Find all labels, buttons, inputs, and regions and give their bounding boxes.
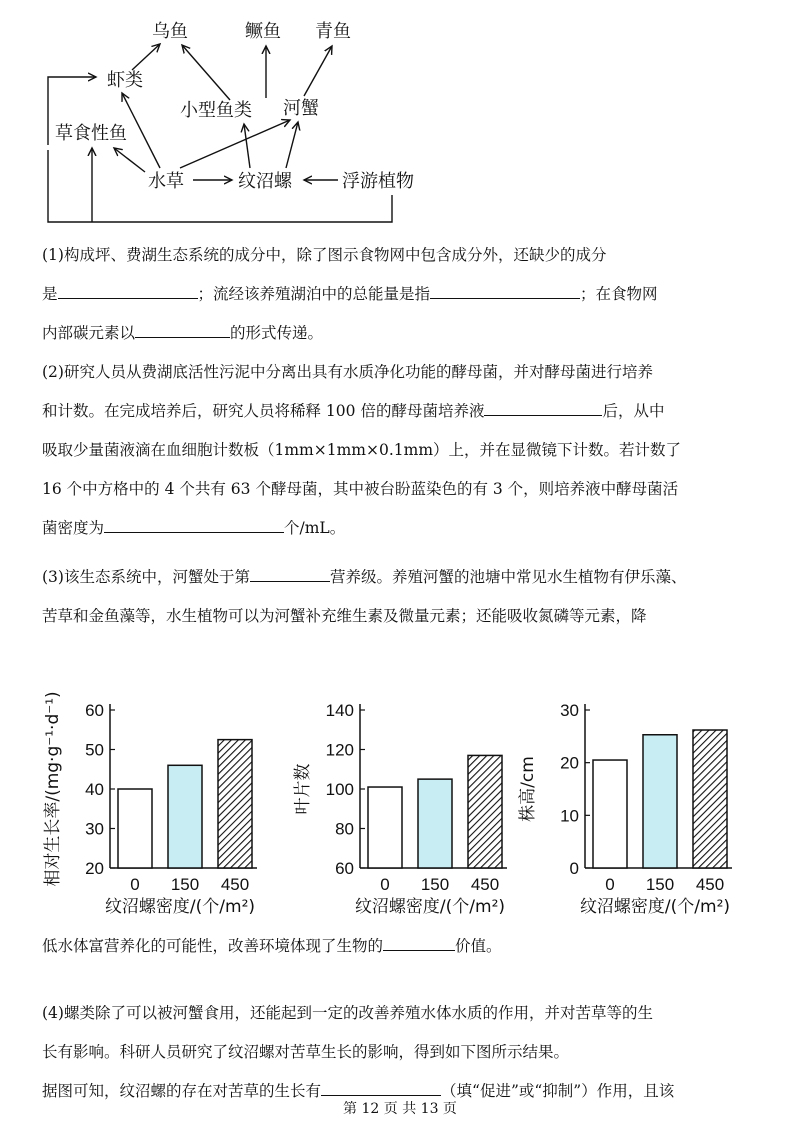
- node-qingyu: 青鱼: [315, 21, 351, 42]
- q3-line2: 苦草和金鱼藻等，水生植物可以为河蟹补充维生素及微量元素；还能吸收氮磷等元素，降: [42, 607, 647, 625]
- q2-line5b: 个/mL。: [284, 519, 346, 537]
- bar-450: [693, 730, 727, 868]
- node-xiaoxing: 小型鱼类: [180, 100, 252, 121]
- answer-blank-4[interactable]: [484, 397, 602, 416]
- y-tick-label: 80: [335, 819, 354, 839]
- y-tick-label: 120: [325, 740, 354, 760]
- y-tick-label: 40: [85, 780, 104, 799]
- x-tick-label: 150: [170, 875, 200, 894]
- y-tick-label: 30: [85, 819, 104, 839]
- bar-450: [218, 740, 252, 868]
- arrow-shuicao-hexie: [180, 120, 290, 168]
- q1-line1: (1)构成坪、费湖生态系统的成分中，除了图示食物网中包含成分外，还缺少的成分: [42, 246, 607, 264]
- arrow-shuicao-caoshi: [114, 148, 145, 172]
- q1-line2a: 是: [42, 285, 58, 303]
- node-guiyu: 鳜鱼: [245, 21, 281, 42]
- x-tick-label: 0: [605, 875, 615, 894]
- page-footer: 第 12 页 共 13 页: [343, 1101, 457, 1117]
- question-3: [42, 558, 762, 636]
- bar-0: [593, 760, 627, 868]
- arrow-xiaoxing-wuyu: [182, 45, 230, 100]
- y-tick-label: 50: [85, 740, 104, 760]
- y-tick-label: 60: [85, 701, 104, 720]
- arrow-shuicao-xialei: [122, 93, 160, 168]
- y-tick-label: 30: [560, 701, 579, 720]
- q2-line3: 吸取少量菌液滴在血细胞计数板（1mm×1mm×0.1mm）上，并在显微镜下计数。若计数了: [42, 441, 682, 459]
- q3-line1a: (3)该生态系统中，河蟹处于第: [42, 568, 250, 586]
- y-axis-title: 叶片数: [293, 763, 313, 815]
- node-fuyou: 浮游植物: [342, 171, 414, 192]
- bar-0: [368, 787, 402, 868]
- bar-150: [418, 779, 452, 868]
- y-tick-label: 20: [560, 753, 579, 773]
- q1-line3a: 内部碳元素以: [42, 324, 136, 342]
- q4-line3a: 据图可知，纹沼螺的存在对苦草的生长有: [42, 1082, 322, 1100]
- q2-line2a: 和计数。在完成培养后，研究人员将稀释 100 倍的酵母菌培养液: [42, 402, 485, 420]
- q2-line4: 16 个中方格中的 4 个共有 63 个酵母菌，其中被台盼蓝染色的有 3 个，则培养液中酵母菌活: [42, 480, 679, 498]
- question-4: [42, 994, 762, 1111]
- q4-line3b: （填“促进”或“抑制”）作用，且该: [441, 1082, 675, 1100]
- bar-450: [468, 755, 502, 868]
- answer-blank-3[interactable]: [135, 319, 230, 338]
- x-tick-label: 450: [470, 875, 500, 894]
- bar-150: [168, 765, 202, 868]
- node-xialei: 虾类: [107, 70, 143, 91]
- q2-line2b: 后，从中: [602, 402, 665, 420]
- question-3-cont: [42, 927, 762, 966]
- node-wenzhaoluo: 纹沼螺: [238, 171, 292, 192]
- answer-blank-1[interactable]: [58, 280, 198, 299]
- x-tick-label: 150: [420, 875, 450, 894]
- q3-line1b: 营养级。养殖河蟹的池塘中常见水生植物有伊乐藻、: [329, 568, 687, 586]
- node-wuyu: 乌鱼: [152, 21, 188, 42]
- arrow-wenzhaoluo-xiaoxing: [244, 124, 250, 168]
- x-tick-label: 450: [695, 875, 725, 894]
- q3-line3a: 低水体富营养化的可能性，改善环境体现了生物的: [42, 937, 384, 955]
- y-tick-label: 0: [569, 859, 579, 878]
- q4-line2: 长有影响。科研人员研究了纹沼螺对苦草生长的影响，得到如下图所示结果。: [42, 1043, 570, 1061]
- x-tick-label: 0: [130, 875, 140, 894]
- q1-line3b: 的形式传递。: [230, 324, 324, 342]
- chart-growth-rate: [40, 690, 290, 930]
- food-web-diagram: [0, 0, 800, 235]
- y-axis-title: 相对生长率/(mg·g⁻¹·d⁻¹): [43, 691, 63, 887]
- y-tick-label: 20: [85, 859, 104, 878]
- chart-leaf-count: [290, 690, 540, 930]
- y-tick-label: 100: [325, 780, 354, 799]
- answer-blank-7[interactable]: [383, 932, 455, 951]
- q1-line2c: ；在食物网: [580, 285, 658, 303]
- x-tick-label: 150: [645, 875, 675, 894]
- x-axis-title: 纹沼螺密度/(个/m²): [354, 897, 506, 917]
- y-tick-label: 60: [335, 859, 354, 878]
- q4-line1: (4)螺类除了可以被河蟹食用，还能起到一定的改善养殖水体水质的作用，并对苦草等的生: [42, 1004, 653, 1022]
- q1-line2b: ；流经该养殖湖泊中的总能量是指: [197, 285, 431, 303]
- y-axis-title: 株高/cm: [518, 756, 538, 822]
- q3-line3b: 价值。: [455, 937, 502, 955]
- node-hexie: 河蟹: [283, 98, 319, 119]
- question-2: [42, 353, 762, 548]
- question-1: [42, 236, 762, 353]
- node-shuicao: 水草: [148, 171, 184, 192]
- bar-150: [643, 735, 677, 868]
- y-tick-label: 10: [560, 806, 579, 826]
- arrow-xialei-wuyu: [132, 44, 160, 70]
- answer-blank-8[interactable]: [321, 1077, 441, 1096]
- y-tick-label: 140: [325, 701, 354, 720]
- answer-blank-6[interactable]: [250, 563, 330, 582]
- x-tick-label: 450: [220, 875, 250, 894]
- chart-plant-height: [515, 690, 765, 930]
- x-axis-title: 纹沼螺密度/(个/m²): [579, 897, 731, 917]
- node-caoshi: 草食性鱼: [55, 123, 127, 144]
- q2-line5a: 菌密度为: [42, 519, 105, 537]
- q2-line1: (2)研究人员从费湖底活性污泥中分离出具有水质净化功能的酵母菌，并对酵母菌进行培养: [42, 363, 653, 381]
- arrow-wenzhaoluo-hexie: [286, 122, 298, 168]
- arrow-hexie-qingyu: [304, 46, 332, 96]
- bar-0: [118, 789, 152, 868]
- answer-blank-5[interactable]: [104, 514, 284, 533]
- loop-bottom: [48, 150, 392, 222]
- x-tick-label: 0: [380, 875, 390, 894]
- answer-blank-2[interactable]: [430, 280, 580, 299]
- x-axis-title: 纹沼螺密度/(个/m²): [104, 897, 256, 917]
